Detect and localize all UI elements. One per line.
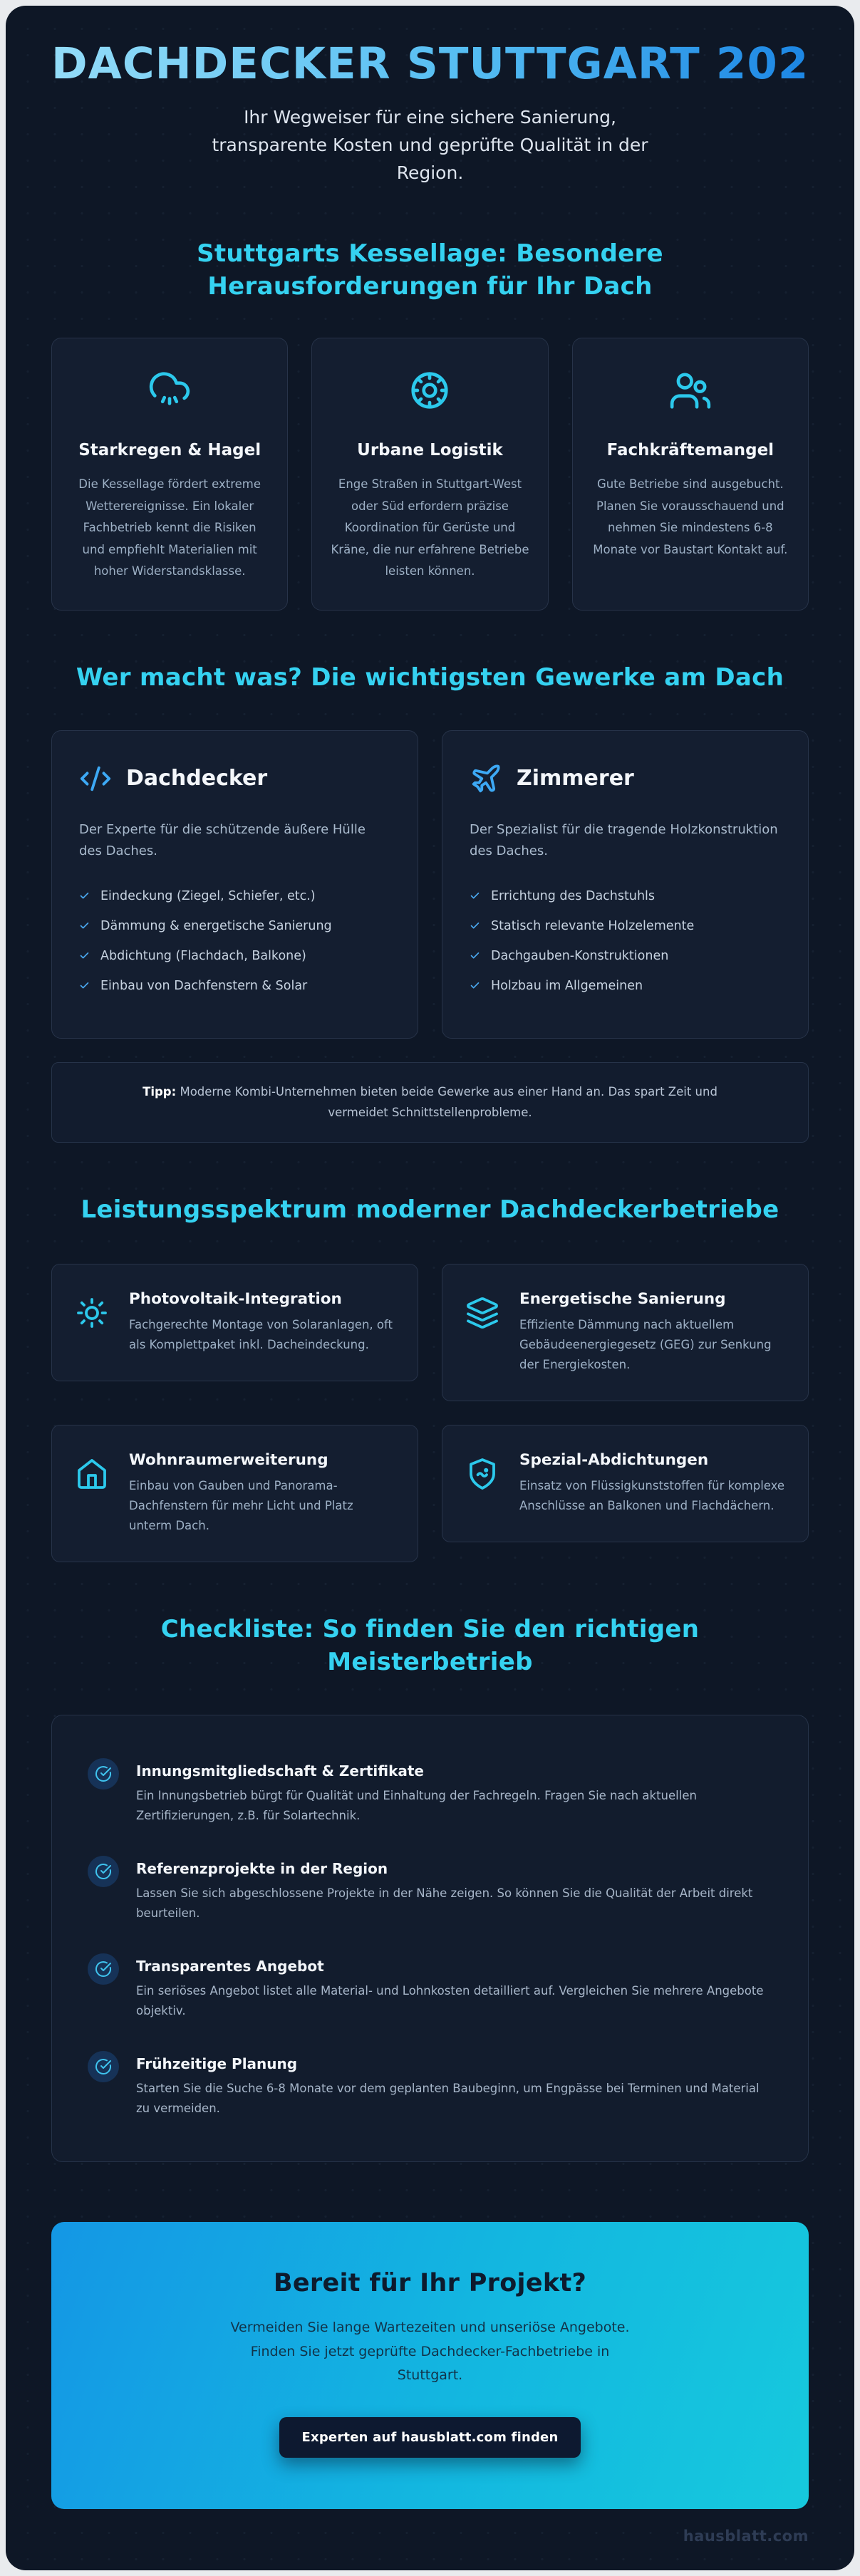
home-icon [75, 1457, 109, 1536]
cta-heading: Bereit für Ihr Projekt? [273, 2269, 587, 2298]
challenge-card-title: Fachkräftemangel [606, 441, 774, 460]
service-card-title: Spezial-Abdichtungen [519, 1451, 709, 1470]
challenge-card-title: Starkregen & Hagel [78, 441, 261, 460]
check-circle-icon [88, 1758, 119, 1790]
compass-icon [408, 368, 452, 412]
service-card-text: Einsatz von Flüssigkunststoffen für komplexe Anschlüsse an Balkonen und Flachdächern. [519, 1479, 785, 1513]
trade-task-list [79, 881, 390, 1001]
code-icon [79, 762, 112, 795]
check-icon [79, 890, 90, 901]
checklist-item [88, 1953, 772, 2021]
checklist-item-text: Starten Sie die Suche 6-8 Monate vor dem geplanten Baubeginn, um Engpässe bei Terminen und Material zu vermeiden. [136, 2082, 760, 2116]
checklist-item-text: Ein Innungsbetrieb bürgt für Qualität und Einhaltung der Fachregeln. Fragen Sie nach aktuellen Zertifizierungen, z.B. für Solartechnik. [136, 1789, 697, 1823]
trade-card-zimmerer [442, 730, 809, 1039]
service-card-title: Wohnraumerweiterung [129, 1451, 328, 1470]
challenge-card-starkregen [51, 338, 288, 611]
checklist-item-title: Innungsmitgliedschaft & Zertifikate [136, 1762, 424, 1780]
challenges-heading: Stuttgarts Kessellage: Besondere Herausforderungen für Ihr Dach [197, 239, 663, 301]
challenges-grid [51, 338, 809, 611]
trade-task-label: Dämmung & energetische Sanierung [100, 918, 332, 933]
cta-banner [51, 2222, 809, 2509]
trade-card-description: Der Experte für die schützende äußere Hülle des Daches. [79, 821, 366, 859]
checklist-item [88, 1856, 772, 1923]
check-circle-icon [88, 1953, 119, 1985]
trades-grid [51, 730, 809, 1039]
checklist-item-text: Lassen Sie sich abgeschlossene Projekte in der Nähe zeigen. So können Sie die Qualität der Arbeit direkt beurteilen. [136, 1886, 753, 1921]
check-circle-icon [88, 1856, 119, 1887]
checklist-item-body [136, 1758, 772, 1826]
service-card-body [519, 1451, 785, 1516]
service-card-body [519, 1290, 785, 1375]
checklist-item [88, 2051, 772, 2119]
checklist-panel [51, 1715, 809, 2162]
challenge-card-text: Gute Betriebe sind ausgebucht. Planen Sie vorausschauend und nehmen Sie mindestens 6-8 Monate vor Baustart Kontakt auf. [593, 477, 788, 556]
challenge-card-logistik [311, 338, 548, 611]
page-title: DACHDECKER STUTTGART 2026 [51, 38, 840, 89]
checklist-item-title: Frühzeitige Planung [136, 2055, 298, 2073]
trade-task-label: Statisch relevante Holzelemente [491, 918, 695, 933]
challenge-card-title: Urbane Logistik [357, 441, 503, 460]
trade-task-label: Abdichtung (Flachdach, Balkone) [100, 948, 306, 963]
trade-card-title: Zimmerer [517, 766, 634, 791]
service-card-body [129, 1451, 395, 1536]
check-icon [470, 980, 480, 991]
plane-icon [470, 762, 502, 795]
trade-card-description: Der Spezialist für die tragende Holzkonstruktion des Daches. [470, 821, 778, 859]
trade-task-label: Einbau von Dachfenstern & Solar [100, 978, 308, 993]
checklist-item-body [136, 2051, 772, 2119]
service-card-wohnraum [51, 1425, 418, 1562]
page-subtitle: Ihr Wegweiser für eine sichere Sanierung, transparente Kosten und geprüfte Qualität in der Region. [212, 107, 648, 183]
check-icon [470, 920, 480, 931]
service-card-text: Einbau von Gauben und Panorama-Dachfenstern für mehr Licht und Platz unterm Dach. [129, 1479, 353, 1533]
services-grid [51, 1264, 809, 1562]
footer-brand: hausblatt.com [683, 2528, 809, 2545]
checklist-item-text: Ein seriöses Angebot listet alle Material- und Lohnkosten detailliert auf. Vergleichen Sie mehrere Angebote objektiv. [136, 1984, 764, 2018]
trade-task-list [470, 881, 781, 1001]
service-card-sanierung [442, 1264, 809, 1401]
cloud-rain-icon [147, 368, 192, 412]
trade-task-label: Dachgauben-Konstruktionen [491, 948, 669, 963]
sun-icon [75, 1296, 109, 1355]
service-card-title: Energetische Sanierung [519, 1290, 726, 1308]
service-card-title: Photovoltaik-Integration [129, 1290, 342, 1308]
checklist-heading: Checkliste: So finden Sie den richtigen Meisterbetrieb [160, 1615, 700, 1677]
checklist-item-body [136, 1856, 772, 1923]
service-card-abdichtung [442, 1425, 809, 1542]
trade-task-item [79, 971, 390, 1001]
infographic-page [6, 6, 854, 2570]
trade-card-dachdecker [51, 730, 418, 1039]
trade-card-header [470, 762, 781, 795]
challenge-card-text: Die Kessellage fördert extreme Wetterereignisse. Ein lokaler Fachbetrieb kennt die Risiken und empfiehlt Materialien mit hoher Widerstandsklasse. [78, 477, 261, 578]
challenge-card-text: Enge Straßen in Stuttgart-West oder Süd erfordern präzise Koordination für Gerüste und Kräne, die nur erfahrene Betriebe leisten können. [331, 477, 529, 578]
cta-text: Vermeiden Sie lange Wartezeiten und unseriöse Angebote. Finden Sie jetzt geprüfte Dachdecker-Fachbetriebe in Stuttgart. [230, 2320, 630, 2383]
trade-task-item [79, 911, 390, 941]
checklist-item-title: Referenzprojekte in der Region [136, 1860, 388, 1878]
trades-heading: Wer macht was? Die wichtigsten Gewerke am Dach [76, 663, 784, 692]
tip-label: Tipp: [143, 1084, 177, 1099]
trade-task-label: Holzbau im Allgemeinen [491, 978, 643, 993]
check-icon [79, 920, 90, 931]
trade-card-title: Dachdecker [126, 766, 268, 791]
tip-text: Moderne Kombi-Unternehmen bieten beide Gewerke aus einer Hand an. Das spart Zeit und vermeidet Schnittstellenprobleme. [180, 1084, 717, 1120]
check-icon [79, 980, 90, 991]
check-icon [79, 950, 90, 961]
trade-task-label: Errichtung des Dachstuhls [491, 888, 656, 903]
trade-task-item [470, 881, 781, 911]
challenge-card-fachkraefte [572, 338, 809, 611]
trade-card-header [79, 762, 390, 795]
checklist-item-body [136, 1953, 772, 2021]
check-circle-icon [88, 2051, 119, 2082]
checklist-item-title: Transparentes Angebot [136, 1958, 324, 1975]
users-icon [668, 368, 713, 412]
check-icon [470, 890, 480, 901]
check-icon [470, 950, 480, 961]
tip-box [51, 1062, 809, 1143]
find-experts-button[interactable]: Experten auf hausblatt.com finden [279, 2417, 581, 2458]
trade-task-item [470, 971, 781, 1001]
trade-task-item [79, 941, 390, 971]
service-card-text: Fachgerechte Montage von Solaranlagen, oft als Komplettpaket inkl. Dacheindeckung. [129, 1318, 393, 1352]
trade-task-label: Eindeckung (Ziegel, Schiefer, etc.) [100, 888, 316, 903]
checklist-item [88, 1758, 772, 1826]
service-card-text: Effiziente Dämmung nach aktuellem Gebäudeenergiegesetz (GEG) zur Senkung der Energiekosten. [519, 1318, 772, 1372]
services-heading: Leistungsspektrum moderner Dachdeckerbetriebe [81, 1195, 779, 1225]
service-card-body [129, 1290, 395, 1355]
trade-task-item [79, 881, 390, 911]
layers-icon [465, 1296, 499, 1375]
shield-icon [465, 1457, 499, 1516]
trade-task-item [470, 941, 781, 971]
trade-task-item [470, 911, 781, 941]
service-card-photovoltaik [51, 1264, 418, 1381]
